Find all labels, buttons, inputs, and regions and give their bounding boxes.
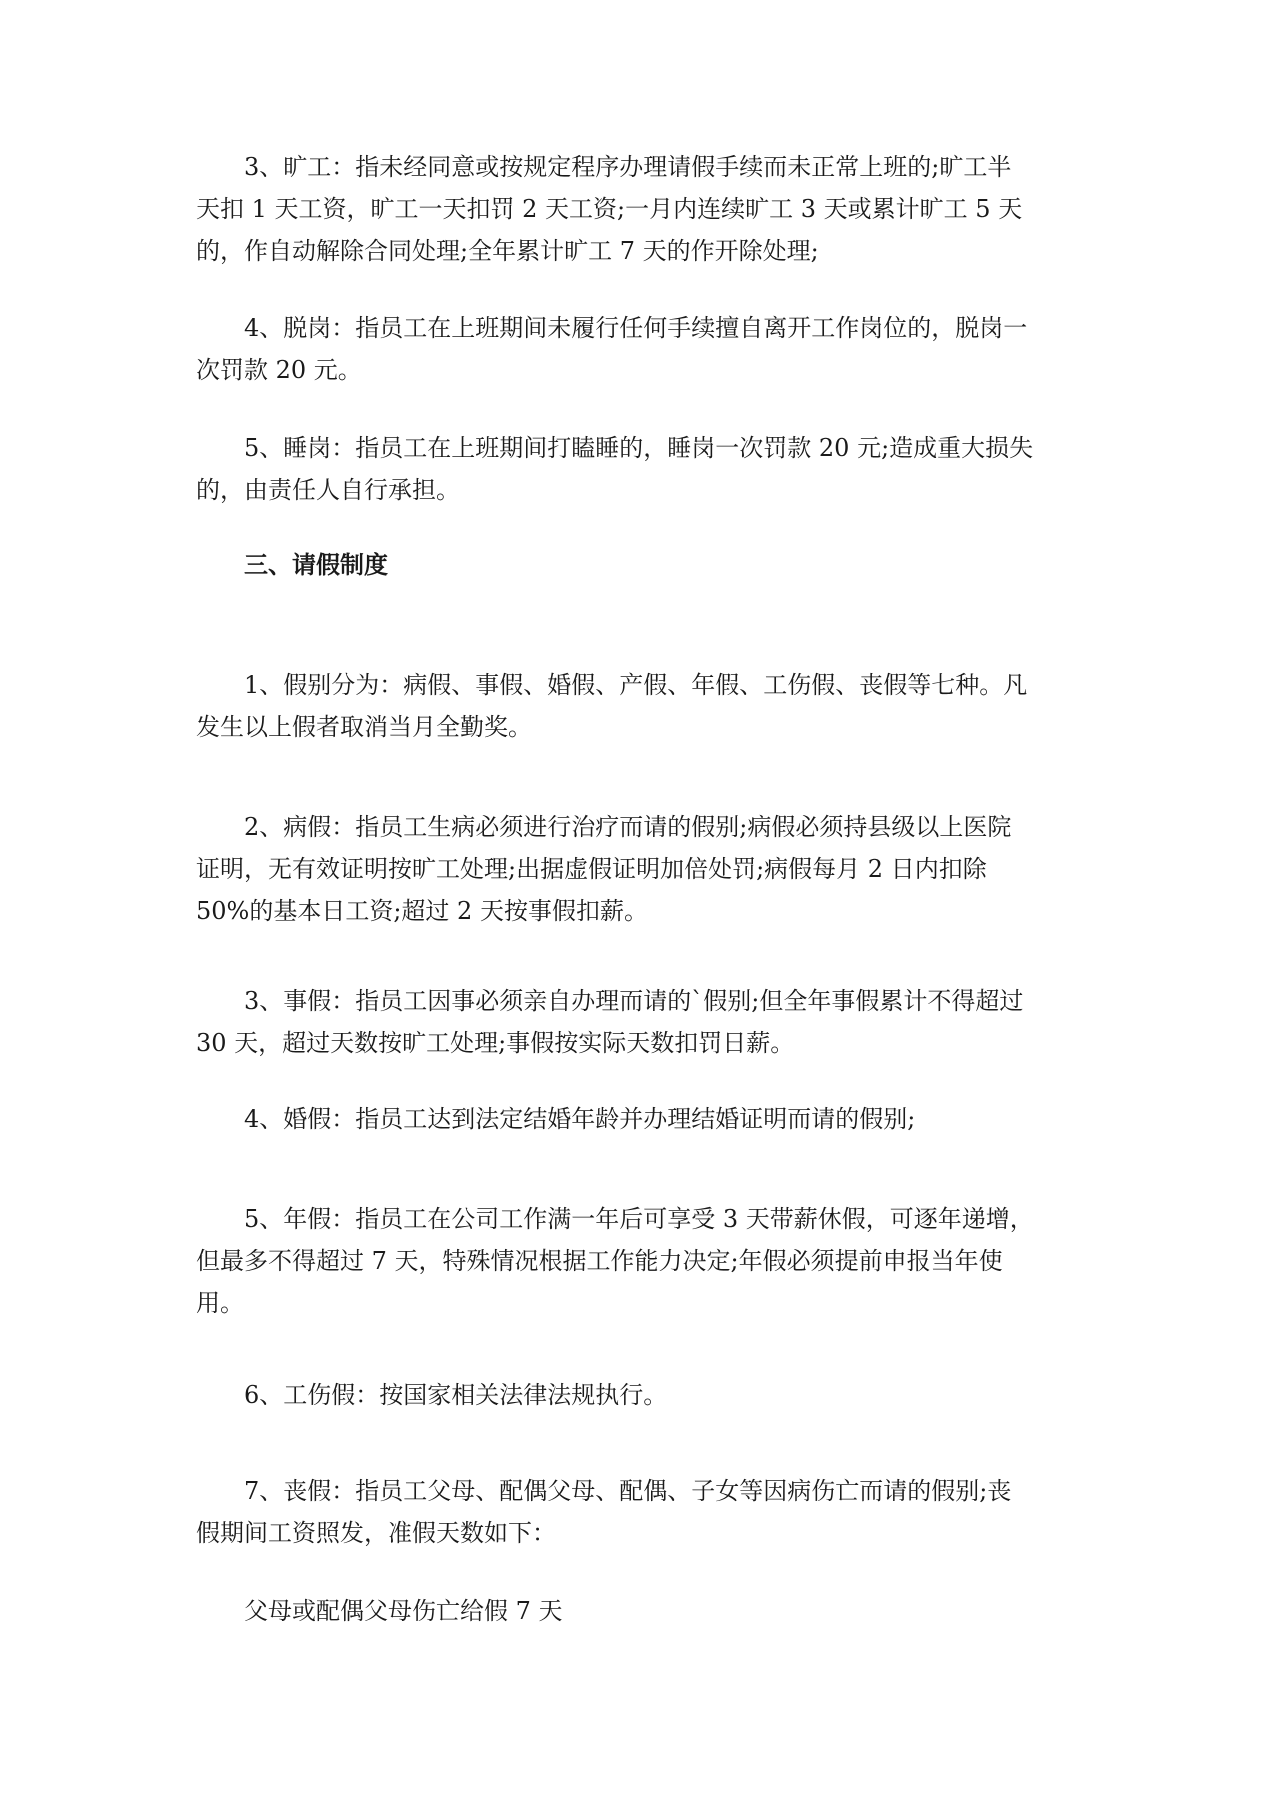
paragraph-bereavement-leave xyxy=(196,1470,1096,1554)
paragraph-work-injury-leave xyxy=(196,1374,1096,1416)
text-line: 7、丧假：指员工父母、配偶父母、配偶、子女等因病伤亡而请的假别;丧 xyxy=(244,1477,1012,1505)
paragraph-marriage-leave xyxy=(196,1098,1096,1140)
text-line: 4、脱岗：指员工在上班期间未履行任何手续擅自离开工作岗位的，脱岗一 xyxy=(244,314,1028,342)
paragraph-annual-leave xyxy=(196,1198,1096,1324)
text-line: 3、事假：指员工因事必须亲自办理而请的`假别;但全年事假累计不得超过 xyxy=(244,987,1024,1015)
text-line: 发生以上假者取消当月全勤奖。 xyxy=(196,713,532,741)
paragraph-personal-leave xyxy=(196,980,1096,1064)
section-heading-leave-policy xyxy=(196,544,1096,586)
paragraph-leaving-post xyxy=(196,307,1096,391)
paragraph-bereavement-days xyxy=(196,1590,1096,1632)
text-line: 5、睡岗：指员工在上班期间打瞌睡的，睡岗一次罚款 20 元;造成重大损失 xyxy=(244,434,1034,462)
text-line: 1、假别分为：病假、事假、婚假、产假、年假、工伤假、丧假等七种。凡 xyxy=(244,671,1028,699)
text-line: 次罚款 20 元。 xyxy=(196,356,362,384)
text-line: 证明，无有效证明按旷工处理;出据虚假证明加倍处罚;病假每月 2 日内扣除 xyxy=(196,855,987,883)
text-line: 2、病假：指员工生病必须进行治疗而请的假别;病假必须持县级以上医院 xyxy=(244,813,1012,841)
text-line: 假期间工资照发，准假天数如下： xyxy=(196,1519,556,1547)
text-line: 30 天，超过天数按旷工处理;事假按实际天数扣罚日薪。 xyxy=(196,1029,795,1057)
paragraph-sick-leave xyxy=(196,806,1096,932)
text-line: 4、婚假：指员工达到法定结婚年龄并办理结婚证明而请的假别; xyxy=(244,1105,916,1133)
paragraph-sleeping-on-duty xyxy=(196,427,1096,511)
text-line: 50%的基本日工资;超过 2 天按事假扣薪。 xyxy=(196,897,648,925)
text-line: 5、年假：指员工在公司工作满一年后可享受 3 天带薪休假，可逐年递增， xyxy=(244,1205,1034,1233)
text-line: 父母或配偶父母伤亡给假 7 天 xyxy=(244,1597,563,1625)
text-line: 6、工伤假：按国家相关法律法规执行。 xyxy=(244,1381,668,1409)
text-line: 但最多不得超过 7 天，特殊情况根据工作能力决定;年假必须提前申报当年使 xyxy=(196,1247,1003,1275)
text-line: 的，作自动解除合同处理;全年累计旷工 7 天的作开除处理; xyxy=(196,237,819,265)
text-line: 用。 xyxy=(196,1289,244,1317)
paragraph-leave-types xyxy=(196,664,1096,748)
paragraph-absenteeism xyxy=(196,146,1096,272)
section-heading: 三、请假制度 xyxy=(244,550,388,579)
text-line: 天扣 1 天工资，旷工一天扣罚 2 天工资;一月内连续旷工 3 天或累计旷工 5 天 xyxy=(196,195,1023,223)
text-line: 3、旷工：指未经同意或按规定程序办理请假手续而未正常上班的;旷工半 xyxy=(244,153,1012,181)
text-line: 的，由责任人自行承担。 xyxy=(196,476,460,504)
